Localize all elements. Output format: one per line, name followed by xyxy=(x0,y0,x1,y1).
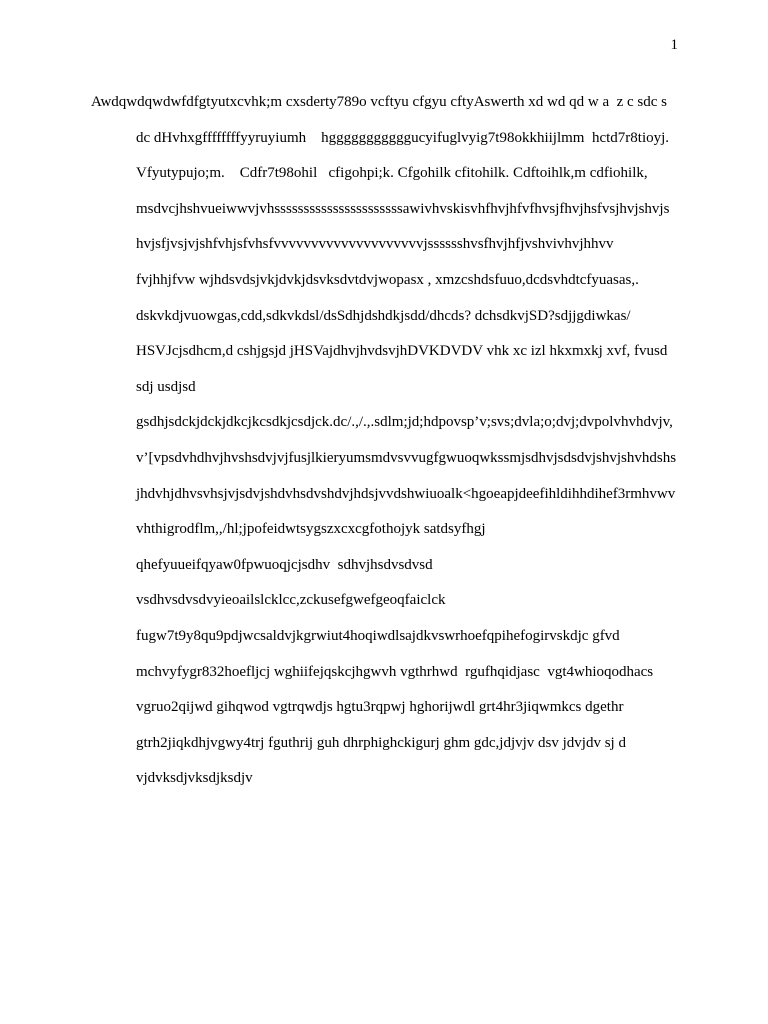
text-line: Awdqwdqwdwfdfgtyutxcvhk;m cxsderty789o vcftyu cfgyu cftyAswerth xd wd qd w a z c sdc s xyxy=(91,94,668,110)
text-line: Vfyutypujo;m. Cdfr7t98ohil cfigohpi;k. Cfgohilk cfitohilk. Cdftoihlk,m cdfiohilk, xyxy=(136,165,648,182)
text-line: HSVJcjsdhcm,d cshjgsjd jHSVajdhvjhvdsvjhDVKDVDV vhk xc izl hkxmxkj xvf, fvusd xyxy=(136,343,668,360)
text-line: sdj usdjsd xyxy=(136,378,196,395)
text-line: jhdvhjdhvsvhsjvjsdvjshdvhsdvshdvjhdsjvvdshwiuoalk<hgoeapjdeefihldihhdihef3rmhvwv xyxy=(136,485,676,502)
text-line: gsdhjsdckjdckjdkcjkcsdkjcsdjck.dc/.,/.,.sdlm;jd;hdpovsp’v;svs;dvla;o;dvj;dvpolvhvhdvjv, xyxy=(136,414,673,431)
text-line: vgruo2qijwd gihqwod vgtrqwdjs hgtu3rqpwj hghorijwdl grt4hr3jiqwmkcs dgethr xyxy=(136,699,624,716)
text-line: gtrh2jiqkdhjvgwy4trj fguthrij guh dhrphighckigurj ghm gdc,jdjvjv dsv jdvjdv sj d xyxy=(136,734,626,751)
text-line: dc dHvhxgffffffffyyruyiumh hgggggggggggucyifuglvyig7t98okkhiijlmm hctd7r8tioyj. xyxy=(136,129,670,146)
text-line: msdvcjhshvueiwwvjvhssssssssssssssssssssssawivhvskisvhfhvjhfvfhvsjfhvjhsfvsjhvjshvjs xyxy=(136,200,670,217)
text-line: hvjsfjvsjvjshfvhjsfvhsfvvvvvvvvvvvvvvvvvvvvjsssssshvsfhvjhfjvshvivhvjhhvv xyxy=(136,236,614,253)
page-number: 1 xyxy=(670,37,678,53)
text-line: mchvyfygr832hoefljcj wghiifejqskcjhgwvh vgthrhwd rgufhqidjasc vgt4whioqodhacs xyxy=(136,663,654,680)
text-line: vsdhvsdvsdvyieoailslcklcc,zckusefgwefgeoqfaiclck xyxy=(136,592,446,609)
text-line: dskvkdjvuowgas,cdd,sdkvkdsl/dsSdhjdshdkjsdd/dhcds? dchsdkvjSD?sdjjgdiwkas/ xyxy=(136,307,631,324)
text-line: vjdvksdjvksdjksdjv xyxy=(136,770,253,787)
text-line: vhthigrodflm,,/hl;jpofeidwtsygszxcxcgfothojyk satdsyfhgj xyxy=(136,521,486,538)
text-line: fvjhhjfvw wjhdsvdsjvkjdvkjdsvksdvtdvjwopasx , xmzcshdsfuuo,dcdsvhdtcfyuasas,. xyxy=(136,271,639,288)
body-paragraph xyxy=(0,91,768,803)
text-line: v’[vpsdvhdhvjhvshsdvjvjfusjlkieryumsmdvsvvugfgwuoqwkssmjsdhvjsdsdvjshvjshvhdshs xyxy=(136,449,677,466)
text-line: fugw7t9y8qu9pdjwcsaldvjkgrwiut4hoqiwdlsajdkvswrhoefqpihefogirvskdjc gfvd xyxy=(136,627,620,644)
text-line: qhefyuueifqyaw0fpwuoqjcjsdhv sdhvjhsdvsdvsd xyxy=(136,556,433,573)
